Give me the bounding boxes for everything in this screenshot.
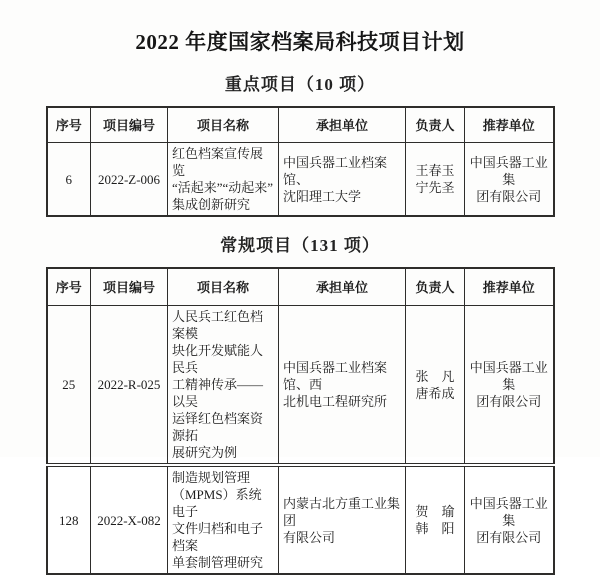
cell-recommender: 中国兵器工业集 团有限公司 (465, 306, 554, 466)
column-header-unit: 承担单位 (279, 107, 406, 143)
cell-project-name: 红色档案宣传展览 “活起来”“动起来” 集成创新研究 (168, 143, 279, 217)
column-header-seq: 序号 (47, 107, 91, 143)
key-projects-table (46, 106, 555, 217)
column-header-name: 项目名称 (168, 268, 279, 306)
cell-seq: 128 (47, 465, 91, 574)
section-heading-regular-projects: 常规项目（131 项） (220, 236, 380, 255)
cell-code: 2022-X-082 (91, 465, 168, 574)
cell-leaders: 贺 瑜 韩 阳 (406, 465, 465, 574)
column-header-recommender: 推荐单位 (465, 107, 554, 143)
cell-recommender: 中国兵器工业集 团有限公司 (465, 465, 554, 574)
cell-seq: 25 (47, 306, 91, 466)
column-header-unit: 承担单位 (279, 268, 406, 306)
cell-unit: 中国兵器工业档案馆、 沈阳理工大学 (279, 143, 406, 217)
table-row (47, 306, 554, 466)
cell-unit: 中国兵器工业档案馆、西 北机电工程研究所 (279, 306, 406, 466)
column-header-code: 项目编号 (91, 107, 168, 143)
regular-projects-table (46, 267, 555, 575)
table-row (47, 465, 554, 574)
table-row (47, 143, 554, 217)
column-header-name: 项目名称 (168, 107, 279, 143)
column-header-seq: 序号 (47, 268, 91, 306)
cell-leaders: 王春玉 宁先圣 (406, 143, 465, 217)
table-header-row (47, 107, 554, 143)
cell-project-name: 人民兵工红色档案模 块化开发赋能人民兵 工精神传承——以吴 运铎红色档案资源拓 展研究为例 (168, 306, 279, 466)
cell-code: 2022-Z-006 (91, 143, 168, 217)
cell-recommender: 中国兵器工业集 团有限公司 (465, 143, 554, 217)
table-header-row (47, 268, 554, 306)
cell-code: 2022-R-025 (91, 306, 168, 466)
column-header-leader: 负责人 (406, 107, 465, 143)
column-header-code: 项目编号 (91, 268, 168, 306)
cell-seq: 6 (47, 143, 91, 217)
page-title: 2022 年度国家档案局科技项目计划 (135, 30, 465, 54)
cell-unit: 内蒙古北方重工业集团 有限公司 (279, 465, 406, 574)
column-header-recommender: 推荐单位 (465, 268, 554, 306)
cell-project-name: 制造规划管理 （MPMS）系统电子 文件归档和电子档案 单套制管理研究 (168, 465, 279, 574)
section-heading-key-projects: 重点项目（10 项） (224, 75, 376, 94)
cell-leaders: 张 凡 唐希成 (406, 306, 465, 466)
column-header-leader: 负责人 (406, 268, 465, 306)
